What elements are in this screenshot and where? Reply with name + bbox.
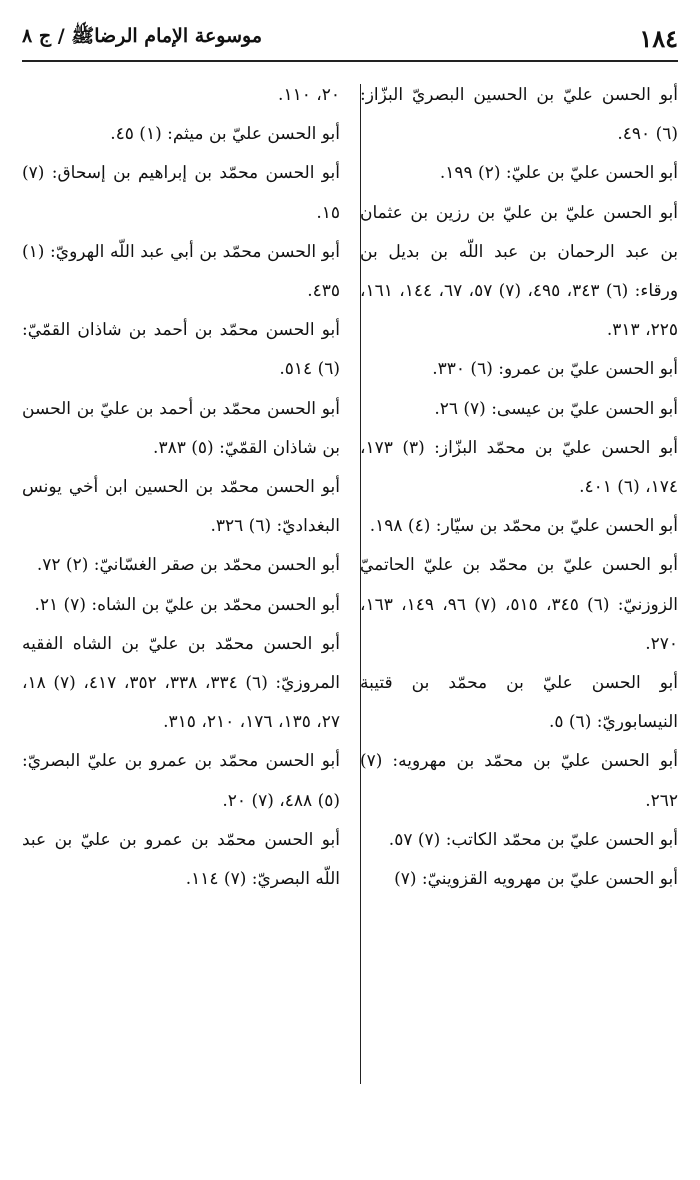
left-column bbox=[22, 76, 340, 899]
index-entry: أبو الحسن عليّ بن الحسين البصريّ البزّاز: (٦) ٤٩٠. bbox=[360, 85, 678, 145]
index-columns bbox=[22, 76, 678, 1096]
index-entry: أبو الحسن عليّ بن ميثم: (١) ٤٥. bbox=[110, 124, 340, 145]
index-entry: أبو الحسن محمّد بن أحمد بن شاذان القمّيّ: (٦) ٥١٤. bbox=[22, 320, 340, 380]
index-entry: أبو الحسن عليّ بن عليّ: (٢) ١٩٩. bbox=[439, 163, 678, 184]
index-entry: أبو الحسن عليّ بن عليّ بن رزين بن عثمان بن عبد الرحمان بن عبد اللّه بن بديل بن ورقاء: (٦) ٣٤٣، ٤٩٥، (٧) ٥٧، ٦٧، ١٤٤، ١٦١، ٢٢٥، ٣١٣. bbox=[360, 202, 679, 341]
index-entry: أبو الحسن عليّ بن عمرو: (٦) ٣٣٠. bbox=[432, 359, 678, 380]
index-entry: أبو الحسن عليّ بن محمّد بن سيّار: (٤) ١٩٨. bbox=[369, 516, 678, 537]
index-entry: أبو الحسن محمّد بن أبي عبد اللّه الهرويّ: (١) ٤٣٥. bbox=[22, 241, 340, 302]
index-entry: أبو الحسن محمّد بن الحسين ابن أخي يونس البغداديّ: (٦) ٣٢٦. bbox=[22, 477, 340, 537]
page-header bbox=[22, 18, 678, 58]
page-number: ١٨٤ bbox=[639, 23, 678, 53]
index-entry: أبو الحسن عليّ بن عيسى: (٧) ٢٦. bbox=[434, 398, 678, 419]
index-entry: أبو الحسن عليّ بن محمّد البزّاز: (٣) ١٧٣، ١٧٤، (٦) ٤٠١. bbox=[360, 437, 678, 498]
index-entry: أبو الحسن محمّد بن عليّ بن الشاه: (٧) ٢١. bbox=[34, 594, 340, 615]
index-entry: أبو الحسن عليّ بن محمّد بن عليّ الحاتميّ الزوزنيّ: (٦) ٣٤٥، ٥١٥، (٧) ٩٦، ١٤٩، ١٦٣، ٢٧٠. bbox=[360, 555, 679, 654]
index-entry: أبو الحسن عليّ بن محمّد الكاتب: (٧) ٥٧. bbox=[388, 829, 678, 850]
index-entry: ٢٠، ١١٠. bbox=[278, 85, 340, 105]
index-entry: أبو الحسن عليّ بن مهرويه القزوينيّ: (٧) bbox=[394, 869, 678, 890]
column-divider bbox=[360, 84, 361, 1084]
index-entry: أبو الحسن عليّ بن محمّد بن قتيبة النيسابوريّ: (٦) ٥. bbox=[360, 673, 678, 733]
index-entry: أبو الحسن عليّ بن محمّد بن مهرويه: (٧) ٢٦٢. bbox=[360, 751, 678, 811]
header-rule bbox=[22, 60, 678, 62]
index-entry: أبو الحسن محمّد بن أحمد بن عليّ بن الحسن بن شاذان القمّيّ: (٥) ٣٨٣. bbox=[22, 398, 340, 458]
index-entry: أبو الحسن محمّد بن عمرو بن عليّ البصريّ: (٥) ٤٨٨، (٧) ٢٠. bbox=[22, 751, 340, 811]
index-entry: أبو الحسن محمّد بن عليّ بن الشاه الفقيه المروزيّ: (٦) ٣٣٤، ٣٣٨، ٣٥٢، ٤١٧، (٧) ١٨، ٢٧، ١٣٥، ١٧٦، ٢١٠، ٣١٥. bbox=[22, 633, 340, 733]
index-entry: أبو الحسن محمّد بن إبراهيم بن إسحاق: (٧) ١٥. bbox=[22, 163, 340, 223]
index-entry: أبو الحسن محمّد بن عمرو بن عليّ بن عبد اللّه البصريّ: (٧) ١١٤. bbox=[22, 829, 340, 890]
right-column bbox=[360, 76, 678, 899]
index-entry: أبو الحسن محمّد بن صقر الغسّانيّ: (٢) ٧٢. bbox=[36, 555, 340, 576]
running-title: موسوعة الإمام الرضا‌ﷺ / ج ٨ bbox=[22, 25, 263, 47]
